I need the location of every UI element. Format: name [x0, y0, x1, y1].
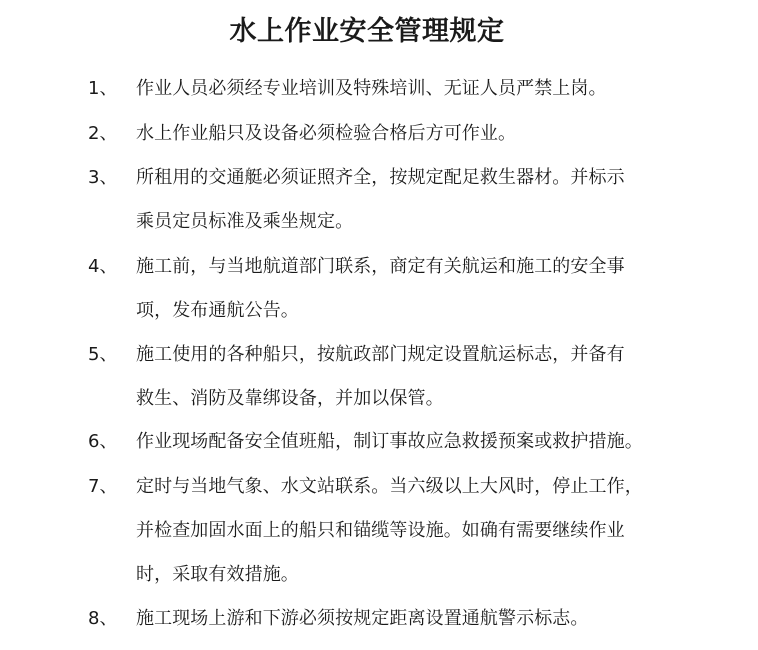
rule-number: 7、: [88, 476, 118, 497]
rule-line: 并检查加固水面上的船只和锚缆等设施。如确有需要继续作业: [136, 520, 625, 541]
document-title: 水上作业安全管理规定: [229, 16, 505, 47]
rule-line: 作业人员必须经专业培训及特殊培训、无证人员严禁上岗。: [136, 78, 607, 99]
rule-number: 3、: [88, 167, 118, 188]
rule-line: 项，发布通航公告。: [136, 300, 299, 321]
rule-line: 乘员定员标准及乘坐规定。: [136, 211, 354, 232]
rule-line: 施工使用的各种船只，按航政部门规定设置航运标志，并备有: [136, 344, 625, 365]
rule-line: 施工前，与当地航道部门联系，商定有关航运和施工的安全事: [136, 256, 625, 277]
rule-number: 4、: [88, 256, 118, 277]
rule-text: [136, 112, 684, 156]
rule-text: [136, 597, 684, 641]
rule-line: 所租用的交通艇必须证照齐全，按规定配足救生器材。并标示: [136, 167, 625, 188]
rule-number: 8、: [88, 608, 118, 629]
rule-text: [136, 333, 684, 421]
rule-line: 水上作业船只及设备必须检验合格后方可作业。: [136, 123, 517, 144]
rule-line: 作业现场配备安全值班船，制订事故应急救援预案或救护措施。: [136, 431, 643, 452]
rule-line: 时，采取有效措施。: [136, 564, 299, 585]
rule-text: [136, 67, 684, 111]
rule-line: 定时与当地气象、水文站联系。当六级以上大风时，停止工作，: [136, 476, 643, 497]
rule-number: 6、: [88, 431, 118, 452]
rule-text: [136, 245, 684, 333]
rule-number: 5、: [88, 344, 118, 365]
rule-number: 1、: [88, 78, 118, 99]
rule-text: [136, 465, 684, 597]
rule-line: 施工现场上游和下游必须按规定距离设置通航警示标志。: [136, 608, 589, 629]
rule-number: 2、: [88, 123, 118, 144]
rule-text: [136, 156, 684, 244]
rule-text: [136, 420, 684, 464]
rule-line: 救生、消防及靠绑设备，并加以保管。: [136, 388, 444, 409]
